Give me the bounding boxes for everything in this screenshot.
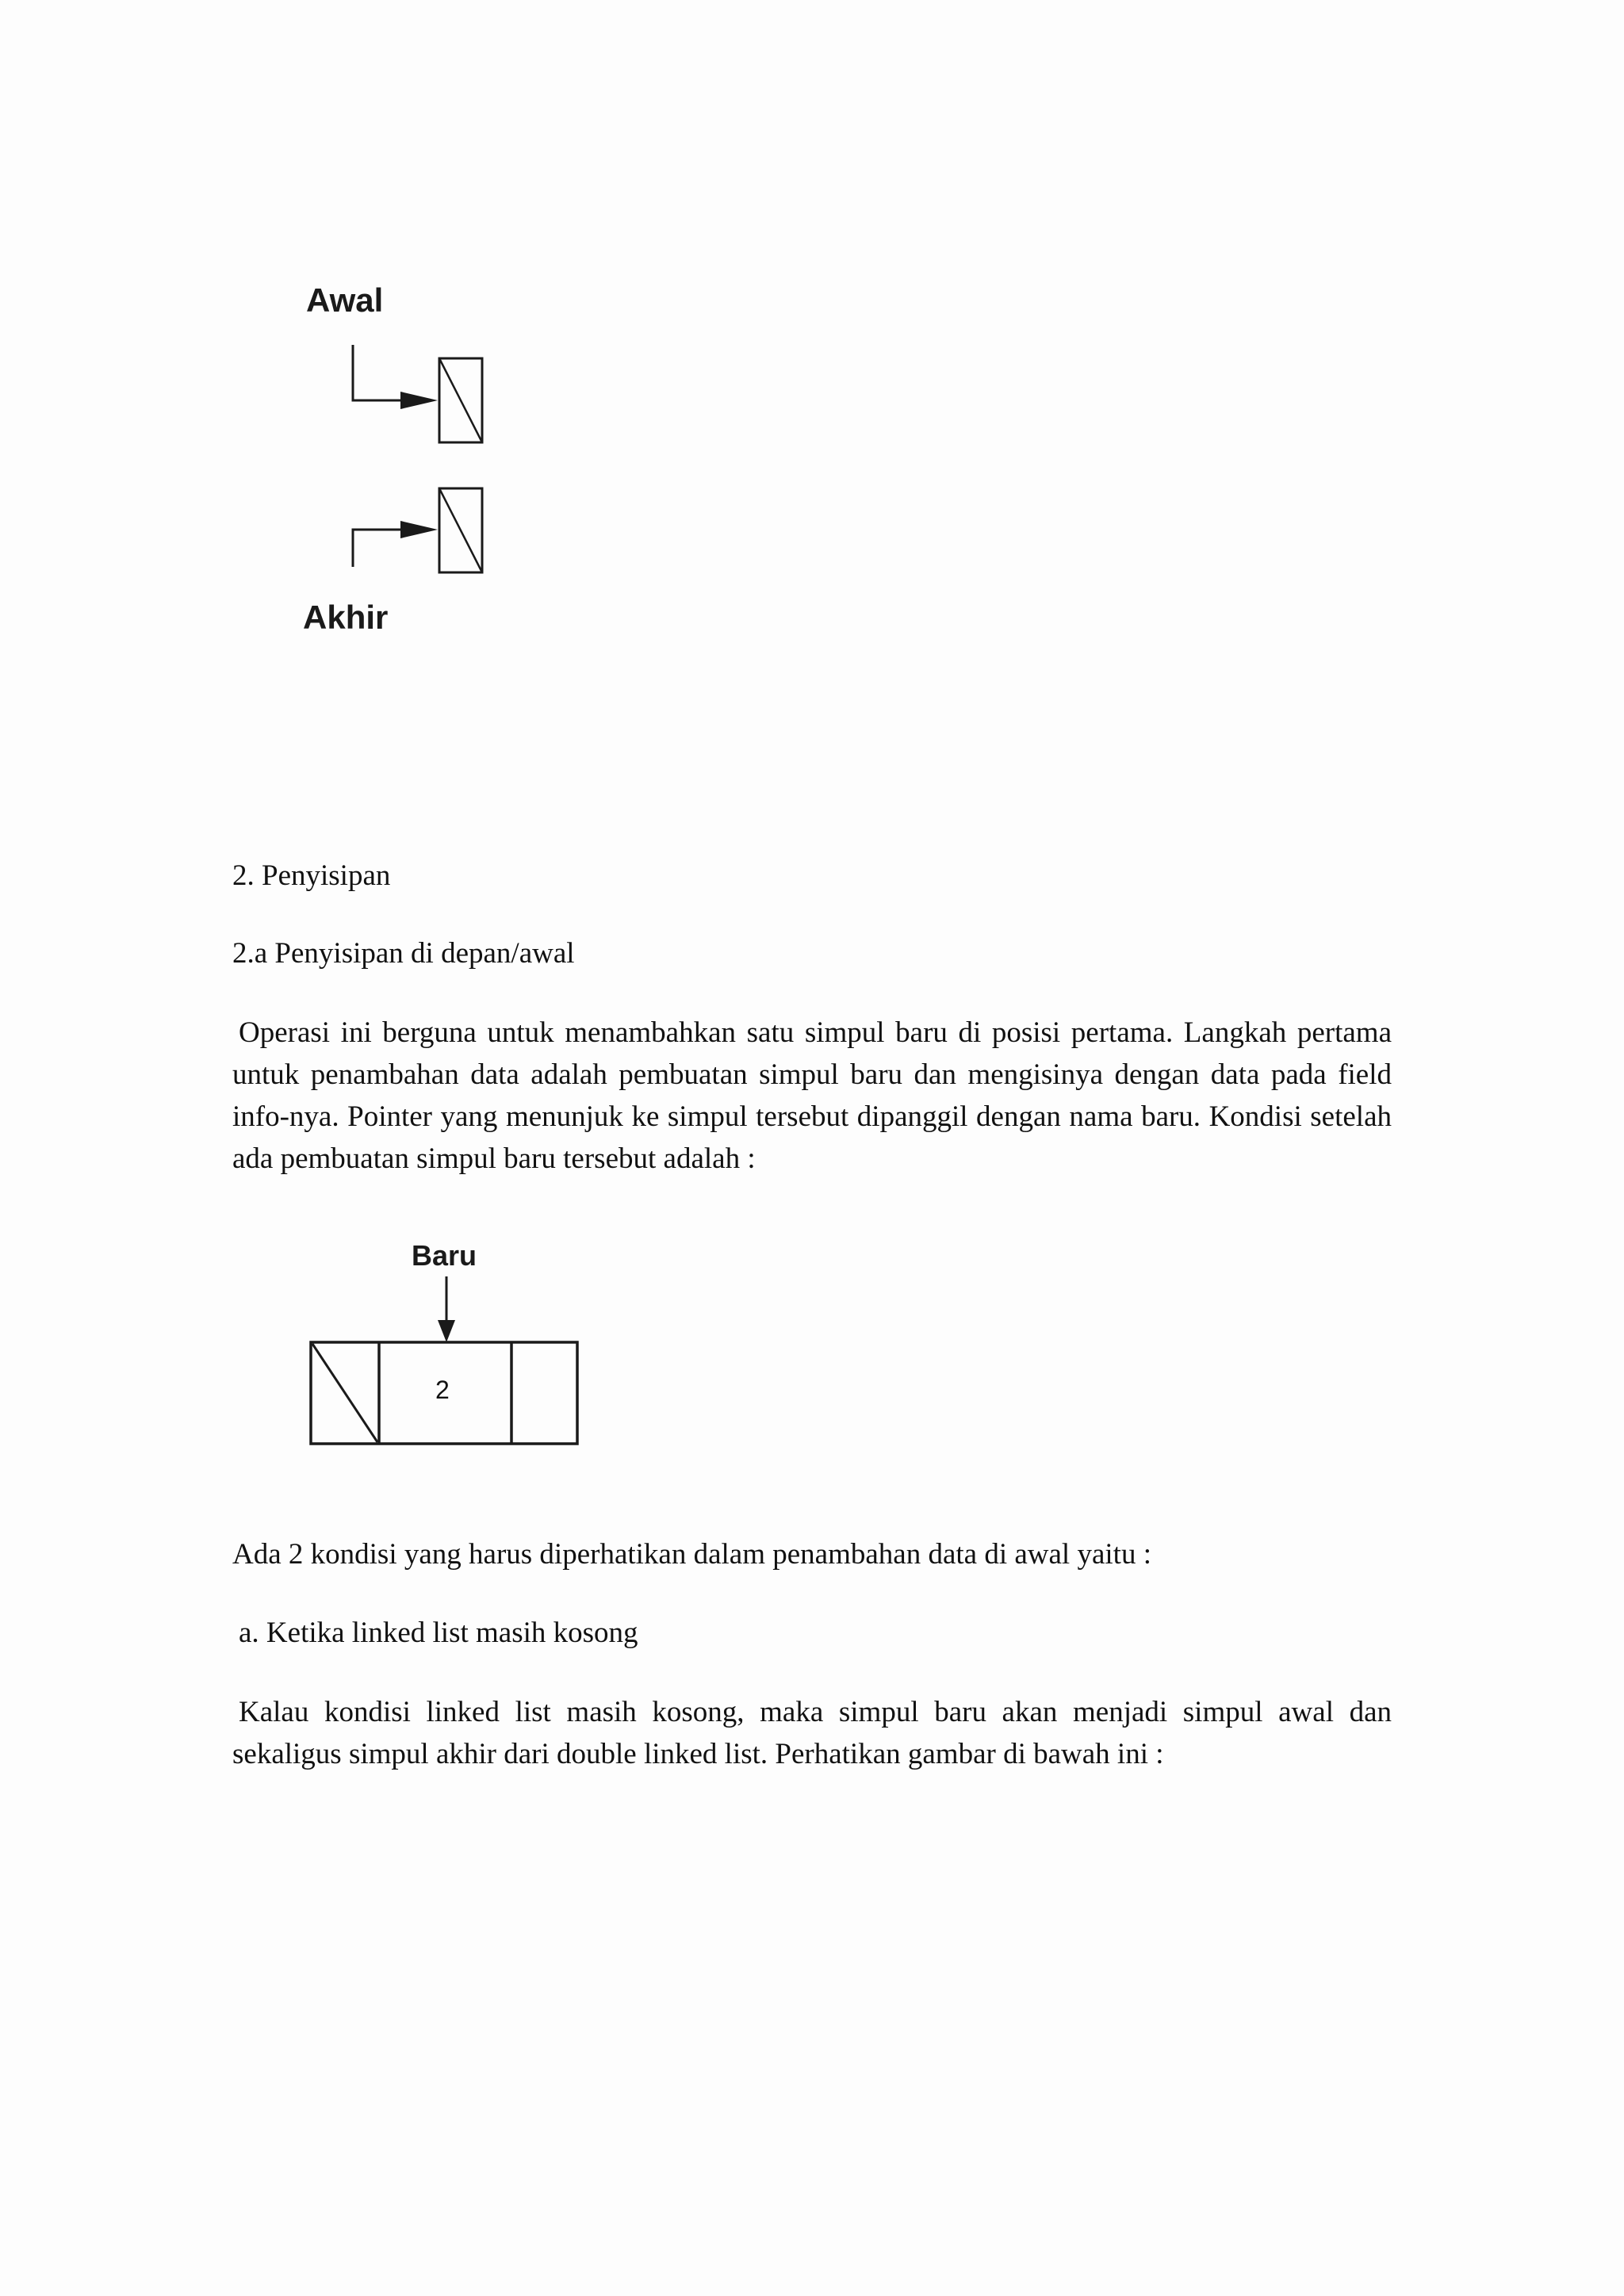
label-awal: Awal — [306, 281, 384, 319]
awal-node-null-slash — [439, 358, 482, 442]
label-baru: Baru — [412, 1239, 477, 1272]
new-node-diagram-svg — [305, 1272, 591, 1447]
paragraph-insert-front: Operasi ini berguna untuk menambahkan satu simpul baru di posisi pertama. Langkah pertama untuk penambahan data adalah pembuatan simpul baru dan mengisinya dengan data pada field info-nya. Pointer yang menunjuk ke simpul tersebut dipanggil dengan nama baru. Kondisi setelah ada pembuatan simpul baru tersebut adalah : — [232, 1016, 1392, 1175]
label-akhir: Akhir — [303, 599, 389, 636]
condition-item-a: a. Ketika linked list masih kosong — [239, 1617, 638, 1649]
conditions-intro: Ada 2 kondisi yang harus diperhatikan dalam penambahan data di awal yaitu : — [232, 1538, 1151, 1571]
awal-akhir-diagram-svg — [333, 333, 508, 618]
new-node-diagram — [305, 1272, 591, 1447]
paragraph-condition-a: Kalau kondisi linked list masih kosong, maka simpul baru akan menjadi simpul awal dan sekaligus simpul akhir dari double linked list. Perhatikan gambar di bawah ini : — [232, 1696, 1392, 1770]
node-info-value: 2 — [435, 1376, 450, 1404]
awal-pointer-arrowhead — [400, 392, 438, 409]
section-subheading: 2.a Penyisipan di depan/awal — [232, 937, 575, 970]
node-prev-null-slash — [312, 1344, 377, 1442]
awal-pointer-line — [353, 345, 419, 400]
akhir-pointer-arrowhead — [400, 521, 438, 538]
awal-akhir-diagram — [333, 333, 508, 618]
baru-pointer-arrowhead — [438, 1320, 455, 1342]
section-heading: 2. Penyisipan — [232, 859, 391, 892]
akhir-node-null-slash — [439, 488, 482, 572]
